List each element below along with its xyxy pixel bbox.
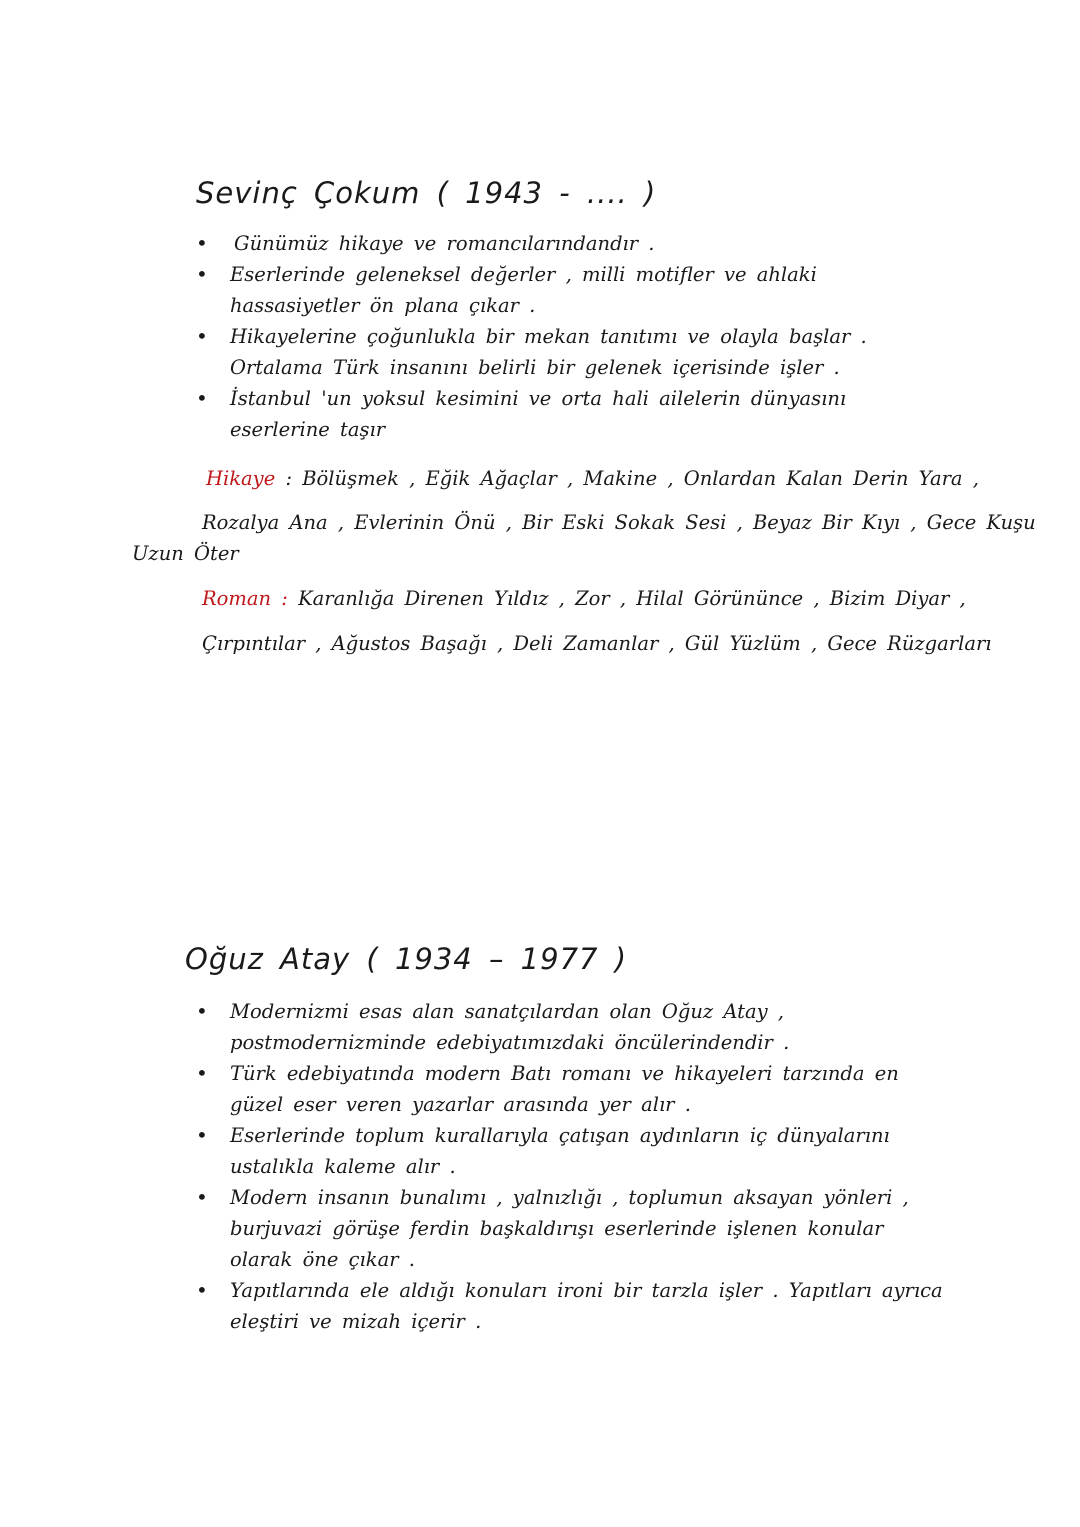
bullet-icon: •: [196, 1061, 208, 1085]
list-item: • Türk edebiyatında modern Batı romanı ve hikayeleri tarzında en güzel eser veren yazarlar arasında yer alır .: [196, 1058, 948, 1120]
roman-label: Roman :: [202, 587, 288, 610]
bullet-icon: •: [196, 1123, 208, 1147]
bullet-icon: •: [196, 1185, 208, 1209]
hikaye-line-2: Rozalya Ana , Evlerinin Önü , Bir Eski Sokak Sesi , Beyaz Bir Kıyı , Gece Kuşu: [202, 511, 1036, 534]
list-item: • Eserlerinde toplum kurallarıyla çatışan aydınların iç dünyalarını ustalıkla kaleme alır .: [196, 1120, 948, 1182]
bullet-icon: •: [196, 262, 208, 286]
bullet-icon: •: [196, 999, 208, 1023]
section-title-sevinc-cokum: Sevinç Çokum ( 1943 - .... ): [196, 176, 657, 210]
list-item: • İstanbul 'un yoksul kesimini ve orta hali ailelerin dünyasını eserlerine taşır: [196, 383, 946, 445]
hikaye-line-1: Hikaye : Bölüşmek , Eğik Ağaçlar , Makine , Onlardan Kalan Derin Yara ,: [206, 467, 979, 490]
bullet-list-sevinc-cokum: [196, 228, 946, 445]
list-item: • Yapıtlarında ele aldığı konuları ironi bir tarzla işler . Yapıtları ayrıca eleştiri ve mizah içerir .: [196, 1275, 948, 1337]
bullet-icon: •: [196, 324, 208, 348]
roman-line-2: Çırpıntılar , Ağustos Başağı , Deli Zamanlar , Gül Yüzlüm , Gece Rüzgarları: [202, 632, 992, 655]
section-title-oguz-atay: Oğuz Atay ( 1934 – 1977 ): [185, 942, 628, 976]
bullet-list-oguz-atay: [196, 996, 948, 1337]
list-item: • Eserlerinde geleneksel değerler , milli motifler ve ahlaki hassasiyetler ön plana çıkar .: [196, 259, 946, 321]
list-item: • Modern insanın bunalımı , yalnızlığı , toplumun aksayan yönleri , burjuvazi görüşe ferdin başkaldırışı eserlerinde işlenen konular olarak öne çıkar .: [196, 1182, 948, 1275]
bullet-icon: •: [196, 1278, 208, 1302]
hikaye-line-3: Uzun Öter: [132, 542, 239, 565]
list-item: • Günümüz hikaye ve romancılarındandır .: [196, 228, 946, 259]
hikaye-label: Hikaye: [206, 467, 276, 490]
list-item: • Hikayelerine çoğunlukla bir mekan tanıtımı ve olayla başlar . Ortalama Türk insanını belirli bir gelenek içerisinde işler .: [196, 321, 946, 383]
bullet-icon: •: [196, 386, 208, 410]
list-item: • Modernizmi esas alan sanatçılardan olan Oğuz Atay , postmodernizminde edebiyatımızdaki öncülerindendir .: [196, 996, 948, 1058]
roman-line-1: Roman : Karanlığa Direnen Yıldız , Zor , Hilal Görününce , Bizim Diyar ,: [202, 587, 966, 610]
bullet-icon: •: [196, 231, 208, 255]
